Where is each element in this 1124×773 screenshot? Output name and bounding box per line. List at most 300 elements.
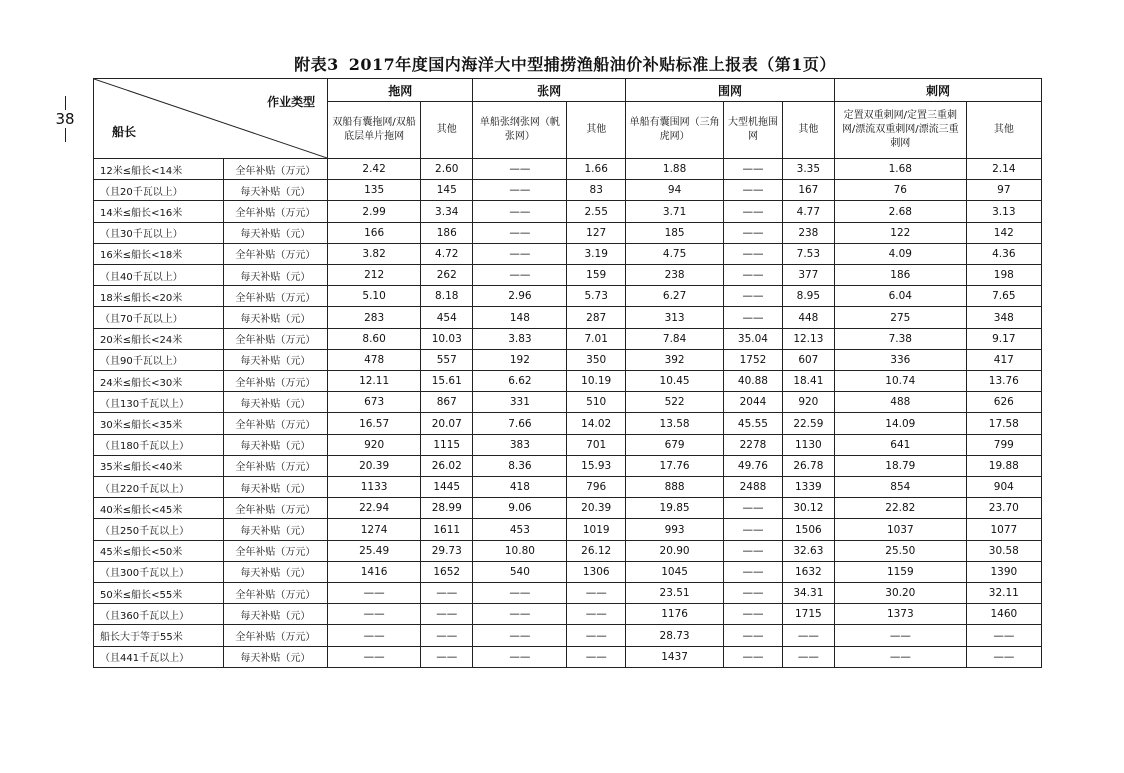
value-cell: 145: [421, 180, 473, 201]
value-cell: 22.94: [328, 498, 421, 519]
table-row: [94, 307, 1042, 328]
table-row: [94, 371, 1042, 392]
value-cell: 1437: [625, 646, 723, 667]
value-cell: 167: [782, 180, 834, 201]
vessel-power-cell: （且360千瓦以上）: [94, 604, 224, 625]
value-cell: 9.17: [966, 328, 1041, 349]
vessel-length-cell: 35米≤船长<40米: [94, 455, 224, 476]
value-cell: ——: [724, 540, 783, 561]
value-cell: 6.04: [834, 286, 966, 307]
value-cell: 5.73: [567, 286, 626, 307]
value-cell: 1460: [966, 604, 1041, 625]
value-cell: ——: [724, 222, 783, 243]
annual-subsidy-label: 全年补贴（万元）: [223, 498, 328, 519]
value-cell: 1632: [782, 561, 834, 582]
value-cell: 4.72: [421, 243, 473, 264]
vessel-power-cell: （且20千瓦以上）: [94, 180, 224, 201]
table-row: [94, 583, 1042, 604]
value-cell: 12.11: [328, 371, 421, 392]
value-cell: 2.99: [328, 201, 421, 222]
table-row: [94, 349, 1042, 370]
annual-subsidy-label: 全年补贴（万元）: [223, 371, 328, 392]
value-cell: ——: [724, 625, 783, 646]
value-cell: 18.41: [782, 371, 834, 392]
value-cell: 186: [421, 222, 473, 243]
value-cell: 383: [473, 434, 567, 455]
table-row: [94, 159, 1042, 180]
value-cell: 8.95: [782, 286, 834, 307]
value-cell: ——: [724, 498, 783, 519]
value-cell: 25.50: [834, 540, 966, 561]
table-row: [94, 222, 1042, 243]
value-cell: 13.58: [625, 413, 723, 434]
value-cell: 262: [421, 265, 473, 286]
vessel-length-cell: 16米≤船长<18米: [94, 243, 224, 264]
annual-subsidy-label: 全年补贴（万元）: [223, 159, 328, 180]
value-cell: 10.19: [567, 371, 626, 392]
value-cell: 350: [567, 349, 626, 370]
daily-subsidy-label: 每天补贴（元）: [223, 434, 328, 455]
value-cell: 32.63: [782, 540, 834, 561]
value-cell: 1045: [625, 561, 723, 582]
vessel-length-cell: 40米≤船长<45米: [94, 498, 224, 519]
header-corner-type: 作业类型: [267, 95, 316, 109]
value-cell: 122: [834, 222, 966, 243]
value-cell: 1115: [421, 434, 473, 455]
value-cell: ——: [724, 180, 783, 201]
value-cell: 4.77: [782, 201, 834, 222]
value-cell: 1339: [782, 477, 834, 498]
value-cell: 25.49: [328, 540, 421, 561]
value-cell: 127: [567, 222, 626, 243]
value-cell: 198: [966, 265, 1041, 286]
value-cell: 26.78: [782, 455, 834, 476]
value-cell: 1373: [834, 604, 966, 625]
vessel-length-cell: 24米≤船长<30米: [94, 371, 224, 392]
value-cell: 142: [966, 222, 1041, 243]
value-cell: 185: [625, 222, 723, 243]
table-row: [94, 646, 1042, 667]
value-cell: 522: [625, 392, 723, 413]
value-cell: 238: [625, 265, 723, 286]
value-cell: 4.09: [834, 243, 966, 264]
value-cell: 3.83: [473, 328, 567, 349]
value-cell: 867: [421, 392, 473, 413]
vessel-power-cell: （且441千瓦以上）: [94, 646, 224, 667]
daily-subsidy-label: 每天补贴（元）: [223, 349, 328, 370]
value-cell: 76: [834, 180, 966, 201]
value-cell: 1.88: [625, 159, 723, 180]
value-cell: 29.73: [421, 540, 473, 561]
value-cell: 417: [966, 349, 1041, 370]
value-cell: 275: [834, 307, 966, 328]
value-cell: 1611: [421, 519, 473, 540]
value-cell: ——: [421, 646, 473, 667]
group-header-stow-net: 张网: [473, 79, 626, 102]
value-cell: 448: [782, 307, 834, 328]
value-cell: 287: [567, 307, 626, 328]
value-cell: ——: [473, 646, 567, 667]
value-cell: ——: [724, 159, 783, 180]
value-cell: 392: [625, 349, 723, 370]
value-cell: 23.70: [966, 498, 1041, 519]
page-number: [54, 96, 76, 142]
value-cell: 1752: [724, 349, 783, 370]
table-row: [94, 328, 1042, 349]
vessel-length-cell: 30米≤船长<35米: [94, 413, 224, 434]
value-cell: 454: [421, 307, 473, 328]
value-cell: 1445: [421, 477, 473, 498]
value-cell: 26.02: [421, 455, 473, 476]
subcol-header: 其他: [966, 102, 1041, 159]
value-cell: 1390: [966, 561, 1041, 582]
vessel-length-cell: 18米≤船长<20米: [94, 286, 224, 307]
value-cell: 331: [473, 392, 567, 413]
value-cell: ——: [724, 519, 783, 540]
vessel-power-cell: （且90千瓦以上）: [94, 349, 224, 370]
value-cell: 4.75: [625, 243, 723, 264]
value-cell: 8.60: [328, 328, 421, 349]
value-cell: ——: [473, 625, 567, 646]
vessel-length-cell: 船长大于等于55米: [94, 625, 224, 646]
value-cell: 19.88: [966, 455, 1041, 476]
value-cell: ——: [421, 625, 473, 646]
daily-subsidy-label: 每天补贴（元）: [223, 519, 328, 540]
value-cell: 20.90: [625, 540, 723, 561]
value-cell: ——: [421, 604, 473, 625]
value-cell: 32.11: [966, 583, 1041, 604]
value-cell: 920: [782, 392, 834, 413]
value-cell: 15.61: [421, 371, 473, 392]
table-row: [94, 434, 1042, 455]
header-corner-length: 船长: [112, 125, 137, 139]
value-cell: 1037: [834, 519, 966, 540]
annual-subsidy-label: 全年补贴（万元）: [223, 243, 328, 264]
value-cell: 8.36: [473, 455, 567, 476]
value-cell: ——: [834, 646, 966, 667]
daily-subsidy-label: 每天补贴（元）: [223, 561, 328, 582]
value-cell: 20.39: [328, 455, 421, 476]
table-row: [94, 498, 1042, 519]
vessel-length-cell: 14米≤船长<16米: [94, 201, 224, 222]
table-row: [94, 519, 1042, 540]
subcol-header: 单船张纲张网（帆张网）: [473, 102, 567, 159]
value-cell: 28.73: [625, 625, 723, 646]
value-cell: 679: [625, 434, 723, 455]
vessel-length-cell: 12米≤船长<14米: [94, 159, 224, 180]
value-cell: 1652: [421, 561, 473, 582]
vessel-power-cell: （且130千瓦以上）: [94, 392, 224, 413]
value-cell: 192: [473, 349, 567, 370]
value-cell: 453: [473, 519, 567, 540]
value-cell: ——: [473, 604, 567, 625]
value-cell: ——: [567, 583, 626, 604]
annual-subsidy-label: 全年补贴（万元）: [223, 328, 328, 349]
value-cell: ——: [473, 243, 567, 264]
value-cell: 212: [328, 265, 421, 286]
vessel-length-cell: 45米≤船长<50米: [94, 540, 224, 561]
value-cell: ——: [473, 180, 567, 201]
value-cell: ——: [782, 625, 834, 646]
table-row: [94, 180, 1042, 201]
value-cell: 854: [834, 477, 966, 498]
daily-subsidy-label: 每天补贴（元）: [223, 604, 328, 625]
value-cell: ——: [782, 646, 834, 667]
value-cell: 30.20: [834, 583, 966, 604]
daily-subsidy-label: 每天补贴（元）: [223, 307, 328, 328]
value-cell: 2.42: [328, 159, 421, 180]
value-cell: 3.34: [421, 201, 473, 222]
value-cell: 34.31: [782, 583, 834, 604]
value-cell: 22.82: [834, 498, 966, 519]
value-cell: 3.35: [782, 159, 834, 180]
header-corner: [94, 79, 328, 159]
value-cell: 1306: [567, 561, 626, 582]
value-cell: 2.55: [567, 201, 626, 222]
value-cell: 2278: [724, 434, 783, 455]
table-row: [94, 561, 1042, 582]
value-cell: 148: [473, 307, 567, 328]
value-cell: ——: [567, 625, 626, 646]
value-cell: 7.38: [834, 328, 966, 349]
value-cell: 2.96: [473, 286, 567, 307]
daily-subsidy-label: 每天补贴（元）: [223, 265, 328, 286]
subsidy-table: [93, 78, 1042, 668]
value-cell: 2.60: [421, 159, 473, 180]
page-number-label: 38: [55, 110, 75, 128]
daily-subsidy-label: 每天补贴（元）: [223, 222, 328, 243]
value-cell: 2.14: [966, 159, 1041, 180]
value-cell: 6.27: [625, 286, 723, 307]
vessel-length-cell: 50米≤船长<55米: [94, 583, 224, 604]
value-cell: 540: [473, 561, 567, 582]
table-row: [94, 477, 1042, 498]
value-cell: 30.58: [966, 540, 1041, 561]
subcol-header: 双船有囊拖网/双船底层单片拖网: [328, 102, 421, 159]
value-cell: ——: [724, 243, 783, 264]
value-cell: 186: [834, 265, 966, 286]
vessel-power-cell: （且30千瓦以上）: [94, 222, 224, 243]
value-cell: 673: [328, 392, 421, 413]
vessel-power-cell: （且180千瓦以上）: [94, 434, 224, 455]
table-row: [94, 604, 1042, 625]
value-cell: 14.09: [834, 413, 966, 434]
value-cell: 1176: [625, 604, 723, 625]
value-cell: 238: [782, 222, 834, 243]
table-title: [90, 52, 1040, 75]
value-cell: 159: [567, 265, 626, 286]
table-row: [94, 243, 1042, 264]
value-cell: 16.57: [328, 413, 421, 434]
value-cell: 7.65: [966, 286, 1041, 307]
value-cell: 49.76: [724, 455, 783, 476]
value-cell: ——: [724, 307, 783, 328]
value-cell: 1019: [567, 519, 626, 540]
group-header-trawl: 拖网: [328, 79, 473, 102]
value-cell: 35.04: [724, 328, 783, 349]
value-cell: 8.18: [421, 286, 473, 307]
value-cell: 1077: [966, 519, 1041, 540]
vessel-power-cell: （且300千瓦以上）: [94, 561, 224, 582]
subcol-header: 单船有囊围网（三角虎网）: [625, 102, 723, 159]
value-cell: 166: [328, 222, 421, 243]
value-cell: 3.19: [567, 243, 626, 264]
value-cell: 6.62: [473, 371, 567, 392]
vessel-power-cell: （且40千瓦以上）: [94, 265, 224, 286]
value-cell: 7.01: [567, 328, 626, 349]
value-cell: 888: [625, 477, 723, 498]
value-cell: 478: [328, 349, 421, 370]
value-cell: ——: [473, 583, 567, 604]
value-cell: 2488: [724, 477, 783, 498]
value-cell: 5.10: [328, 286, 421, 307]
value-cell: 22.59: [782, 413, 834, 434]
value-cell: 45.55: [724, 413, 783, 434]
value-cell: 510: [567, 392, 626, 413]
value-cell: ——: [421, 583, 473, 604]
value-cell: ——: [834, 625, 966, 646]
table-row: [94, 625, 1042, 646]
value-cell: 10.80: [473, 540, 567, 561]
value-cell: ——: [567, 646, 626, 667]
value-cell: 2044: [724, 392, 783, 413]
value-cell: 1715: [782, 604, 834, 625]
annual-subsidy-label: 全年补贴（万元）: [223, 583, 328, 604]
value-cell: 10.74: [834, 371, 966, 392]
value-cell: 40.88: [724, 371, 783, 392]
value-cell: 348: [966, 307, 1041, 328]
value-cell: ——: [567, 604, 626, 625]
table-title-prefix: 附表3: [294, 55, 339, 74]
value-cell: 83: [567, 180, 626, 201]
value-cell: 19.85: [625, 498, 723, 519]
value-cell: 607: [782, 349, 834, 370]
group-header-gillnet: 刺网: [834, 79, 1041, 102]
value-cell: 20.39: [567, 498, 626, 519]
value-cell: ——: [966, 625, 1041, 646]
table-row: [94, 413, 1042, 434]
value-cell: 796: [567, 477, 626, 498]
value-cell: 3.71: [625, 201, 723, 222]
value-cell: 1133: [328, 477, 421, 498]
value-cell: 17.58: [966, 413, 1041, 434]
value-cell: 1.66: [567, 159, 626, 180]
subcol-header: 其他: [782, 102, 834, 159]
vessel-length-cell: 20米≤船长<24米: [94, 328, 224, 349]
value-cell: 641: [834, 434, 966, 455]
annual-subsidy-label: 全年补贴（万元）: [223, 286, 328, 307]
subcol-header: 其他: [567, 102, 626, 159]
value-cell: ——: [724, 583, 783, 604]
daily-subsidy-label: 每天补贴（元）: [223, 392, 328, 413]
value-cell: 4.36: [966, 243, 1041, 264]
value-cell: ——: [966, 646, 1041, 667]
value-cell: 94: [625, 180, 723, 201]
annual-subsidy-label: 全年补贴（万元）: [223, 540, 328, 561]
value-cell: 313: [625, 307, 723, 328]
value-cell: 904: [966, 477, 1041, 498]
value-cell: ——: [724, 265, 783, 286]
value-cell: 920: [328, 434, 421, 455]
value-cell: ——: [473, 265, 567, 286]
value-cell: 3.13: [966, 201, 1041, 222]
table-row: [94, 201, 1042, 222]
value-cell: 283: [328, 307, 421, 328]
value-cell: 1.68: [834, 159, 966, 180]
table-row: [94, 392, 1042, 413]
value-cell: 9.06: [473, 498, 567, 519]
value-cell: 97: [966, 180, 1041, 201]
value-cell: ——: [724, 201, 783, 222]
value-cell: 336: [834, 349, 966, 370]
value-cell: ——: [328, 646, 421, 667]
subcol-header: 大型机拖围网: [724, 102, 783, 159]
vessel-power-cell: （且220千瓦以上）: [94, 477, 224, 498]
table-title-text: 2017年度国内海洋大中型捕捞渔船油价补贴标准上报表（第1页）: [348, 55, 836, 74]
value-cell: 30.12: [782, 498, 834, 519]
value-cell: 15.93: [567, 455, 626, 476]
value-cell: 17.76: [625, 455, 723, 476]
table-row: [94, 540, 1042, 561]
daily-subsidy-label: 每天补贴（元）: [223, 180, 328, 201]
value-cell: ——: [724, 646, 783, 667]
table-row: [94, 286, 1042, 307]
value-cell: ——: [473, 222, 567, 243]
value-cell: ——: [724, 561, 783, 582]
value-cell: 28.99: [421, 498, 473, 519]
daily-subsidy-label: 每天补贴（元）: [223, 477, 328, 498]
value-cell: 7.53: [782, 243, 834, 264]
group-header-purse-seine: 围网: [625, 79, 834, 102]
value-cell: 23.51: [625, 583, 723, 604]
value-cell: ——: [473, 201, 567, 222]
value-cell: 20.07: [421, 413, 473, 434]
value-cell: 626: [966, 392, 1041, 413]
value-cell: 488: [834, 392, 966, 413]
annual-subsidy-label: 全年补贴（万元）: [223, 625, 328, 646]
value-cell: ——: [724, 604, 783, 625]
value-cell: 377: [782, 265, 834, 286]
value-cell: 10.03: [421, 328, 473, 349]
value-cell: 7.66: [473, 413, 567, 434]
value-cell: 1416: [328, 561, 421, 582]
value-cell: 12.13: [782, 328, 834, 349]
annual-subsidy-label: 全年补贴（万元）: [223, 201, 328, 222]
table-row: [94, 455, 1042, 476]
value-cell: 557: [421, 349, 473, 370]
vessel-power-cell: （且250千瓦以上）: [94, 519, 224, 540]
value-cell: 135: [328, 180, 421, 201]
value-cell: 10.45: [625, 371, 723, 392]
value-cell: 3.82: [328, 243, 421, 264]
annual-subsidy-label: 全年补贴（万元）: [223, 455, 328, 476]
subcol-header: 定置双重刺网/定置三重刺网/漂流双重刺网/漂流三重刺网: [834, 102, 966, 159]
value-cell: 701: [567, 434, 626, 455]
value-cell: 1506: [782, 519, 834, 540]
annual-subsidy-label: 全年补贴（万元）: [223, 413, 328, 434]
value-cell: 26.12: [567, 540, 626, 561]
value-cell: 1159: [834, 561, 966, 582]
value-cell: 418: [473, 477, 567, 498]
value-cell: ——: [328, 604, 421, 625]
value-cell: 18.79: [834, 455, 966, 476]
value-cell: 1130: [782, 434, 834, 455]
value-cell: 799: [966, 434, 1041, 455]
vessel-power-cell: （且70千瓦以上）: [94, 307, 224, 328]
table-row: [94, 265, 1042, 286]
value-cell: 7.84: [625, 328, 723, 349]
value-cell: 14.02: [567, 413, 626, 434]
